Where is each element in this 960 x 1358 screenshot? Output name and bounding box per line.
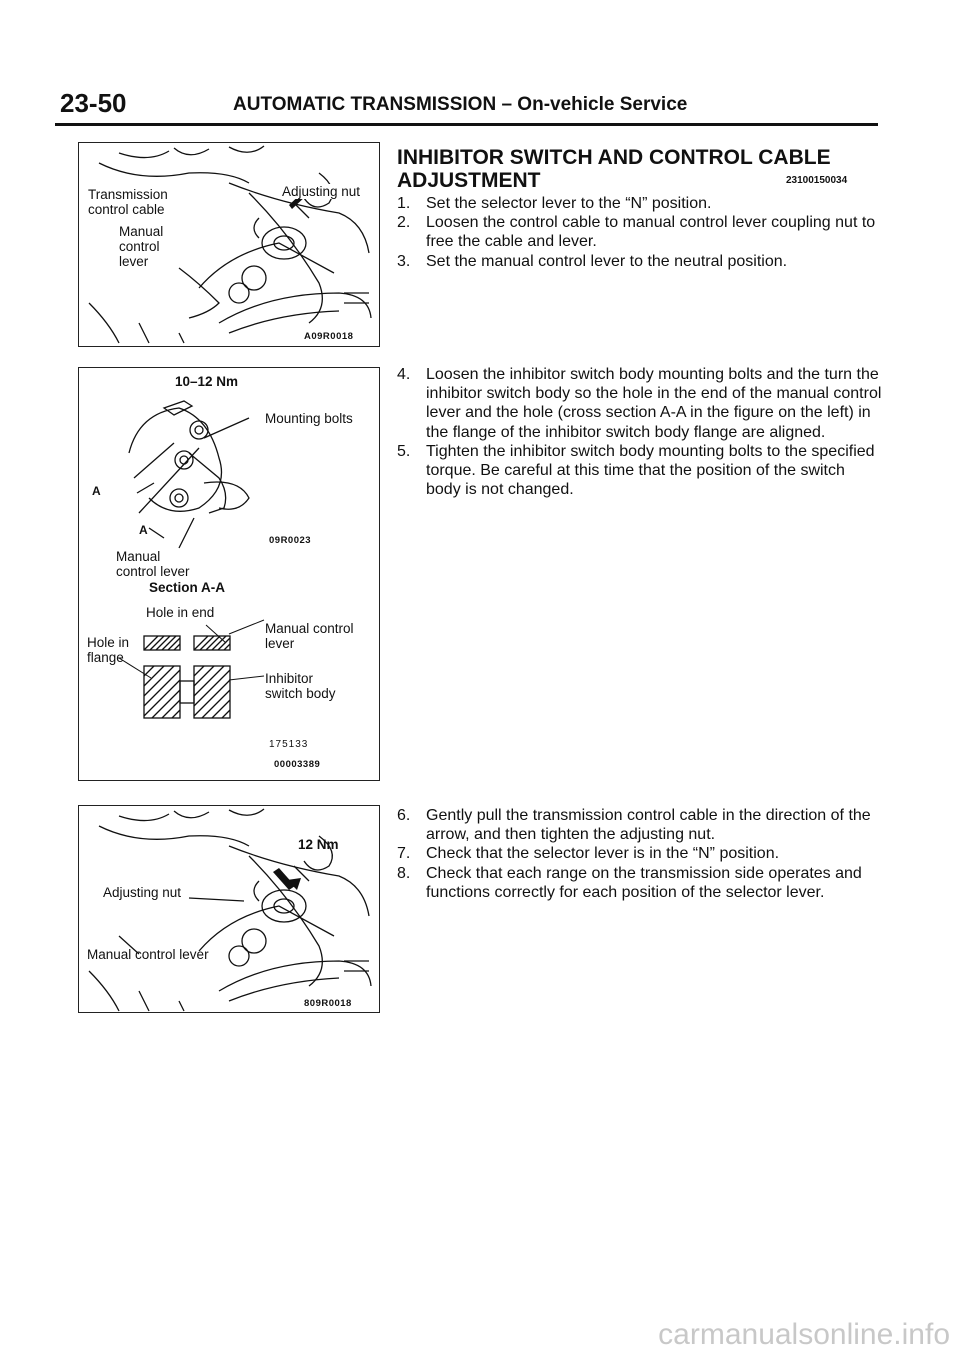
watermark: carmanualsonline.info xyxy=(658,1318,950,1351)
step-text: Check that the selector lever is in the “N” position. xyxy=(426,845,780,863)
figure-code-upper: 09R0023 xyxy=(269,535,312,546)
label-hole-in-flange: Hole in flange xyxy=(87,635,130,665)
step-number: 8. xyxy=(397,864,411,882)
step-text: Set the manual control lever to the neutral position. xyxy=(426,252,788,270)
figure-code-mid: 175133 xyxy=(269,739,309,750)
step-number: 5. xyxy=(397,442,411,460)
step-number: 1. xyxy=(397,195,411,212)
step-number: 3. xyxy=(397,252,411,270)
label-a-lower: A xyxy=(139,523,148,537)
step-text: Gently pull the transmission control cable in the direction of the arrow, and then tighten the adjusting nut. xyxy=(426,807,871,844)
figure-code: 809R0018 xyxy=(304,998,352,1009)
step-number: 2. xyxy=(397,214,411,232)
page-title: AUTOMATIC TRANSMISSION – On-vehicle Service xyxy=(233,94,688,115)
label-manual-control-lever: Manual control lever xyxy=(116,549,190,579)
label-adjusting-nut: Adjusting nut xyxy=(103,885,182,900)
step-number: 4. xyxy=(397,366,411,383)
step-number: 6. xyxy=(397,807,411,824)
step-text: Tighten the inhibitor switch body mounting bolts to the specified torque. Be careful at this time that the position of the switch body is not changed. xyxy=(426,442,875,499)
figure-code-lower: 00003389 xyxy=(274,759,321,770)
page-number: 23-50 xyxy=(60,88,127,118)
step-item xyxy=(397,365,883,442)
step-text: Set the selector lever to the “N” position. xyxy=(426,195,712,212)
step-item xyxy=(397,213,883,251)
step-text: Check that each range on the transmission side operates and functions correctly for each position of the selector lever. xyxy=(426,864,862,901)
steps-group-3 xyxy=(397,806,883,902)
figure-adjusting-nut xyxy=(78,805,380,1013)
step-item xyxy=(397,844,883,863)
label-a-upper: A xyxy=(92,484,101,498)
label-manual-control-lever: Manual control lever xyxy=(87,947,209,962)
label-mounting-bolts: Mounting bolts xyxy=(265,411,353,426)
label-manual-control-lever-right: Manual control lever xyxy=(265,621,354,651)
label-adjusting-nut: Adjusting nut xyxy=(282,184,361,199)
label-inhibitor-switch-body: Inhibitor switch body xyxy=(265,671,336,701)
label-manual-control-lever: Manual control lever xyxy=(119,224,164,269)
step-number: 7. xyxy=(397,845,411,863)
label-transmission-control-cable: Transmission control cable xyxy=(88,187,168,217)
steps-group-2 xyxy=(397,365,883,499)
label-torque-10-12: 10–12 Nm xyxy=(175,374,239,389)
step-item xyxy=(397,442,883,500)
section-title-line2: ADJUSTMENT xyxy=(397,169,541,192)
figure-inhibitor-switch xyxy=(78,367,380,781)
step-item xyxy=(397,806,883,844)
section-title xyxy=(397,146,831,192)
figure-control-cable xyxy=(78,142,380,347)
step-text: Loosen the inhibitor switch body mounting bolts and the turn the inhibitor switch body so the hole in the end of the manual control lever and the hole (cross section A-A in the figure on the left) in the flange of the inhibitor switch body flange are aligned. xyxy=(426,366,882,441)
step-item xyxy=(397,864,883,902)
step-item xyxy=(397,194,883,213)
section-code: 23100150034 xyxy=(786,175,848,186)
step-text: Loosen the control cable to manual control lever coupling nut to free the cable and lever. xyxy=(426,214,876,251)
label-torque-12: 12 Nm xyxy=(298,837,339,852)
section-a-a-title: Section A-A xyxy=(149,580,226,595)
step-item xyxy=(397,252,883,271)
section-title-line1: INHIBITOR SWITCH AND CONTROL CABLE xyxy=(397,146,831,169)
label-hole-in-end: Hole in end xyxy=(146,605,215,620)
header-rule xyxy=(55,123,878,126)
steps-group-1 xyxy=(397,194,883,271)
figure-code: A09R0018 xyxy=(304,331,354,342)
